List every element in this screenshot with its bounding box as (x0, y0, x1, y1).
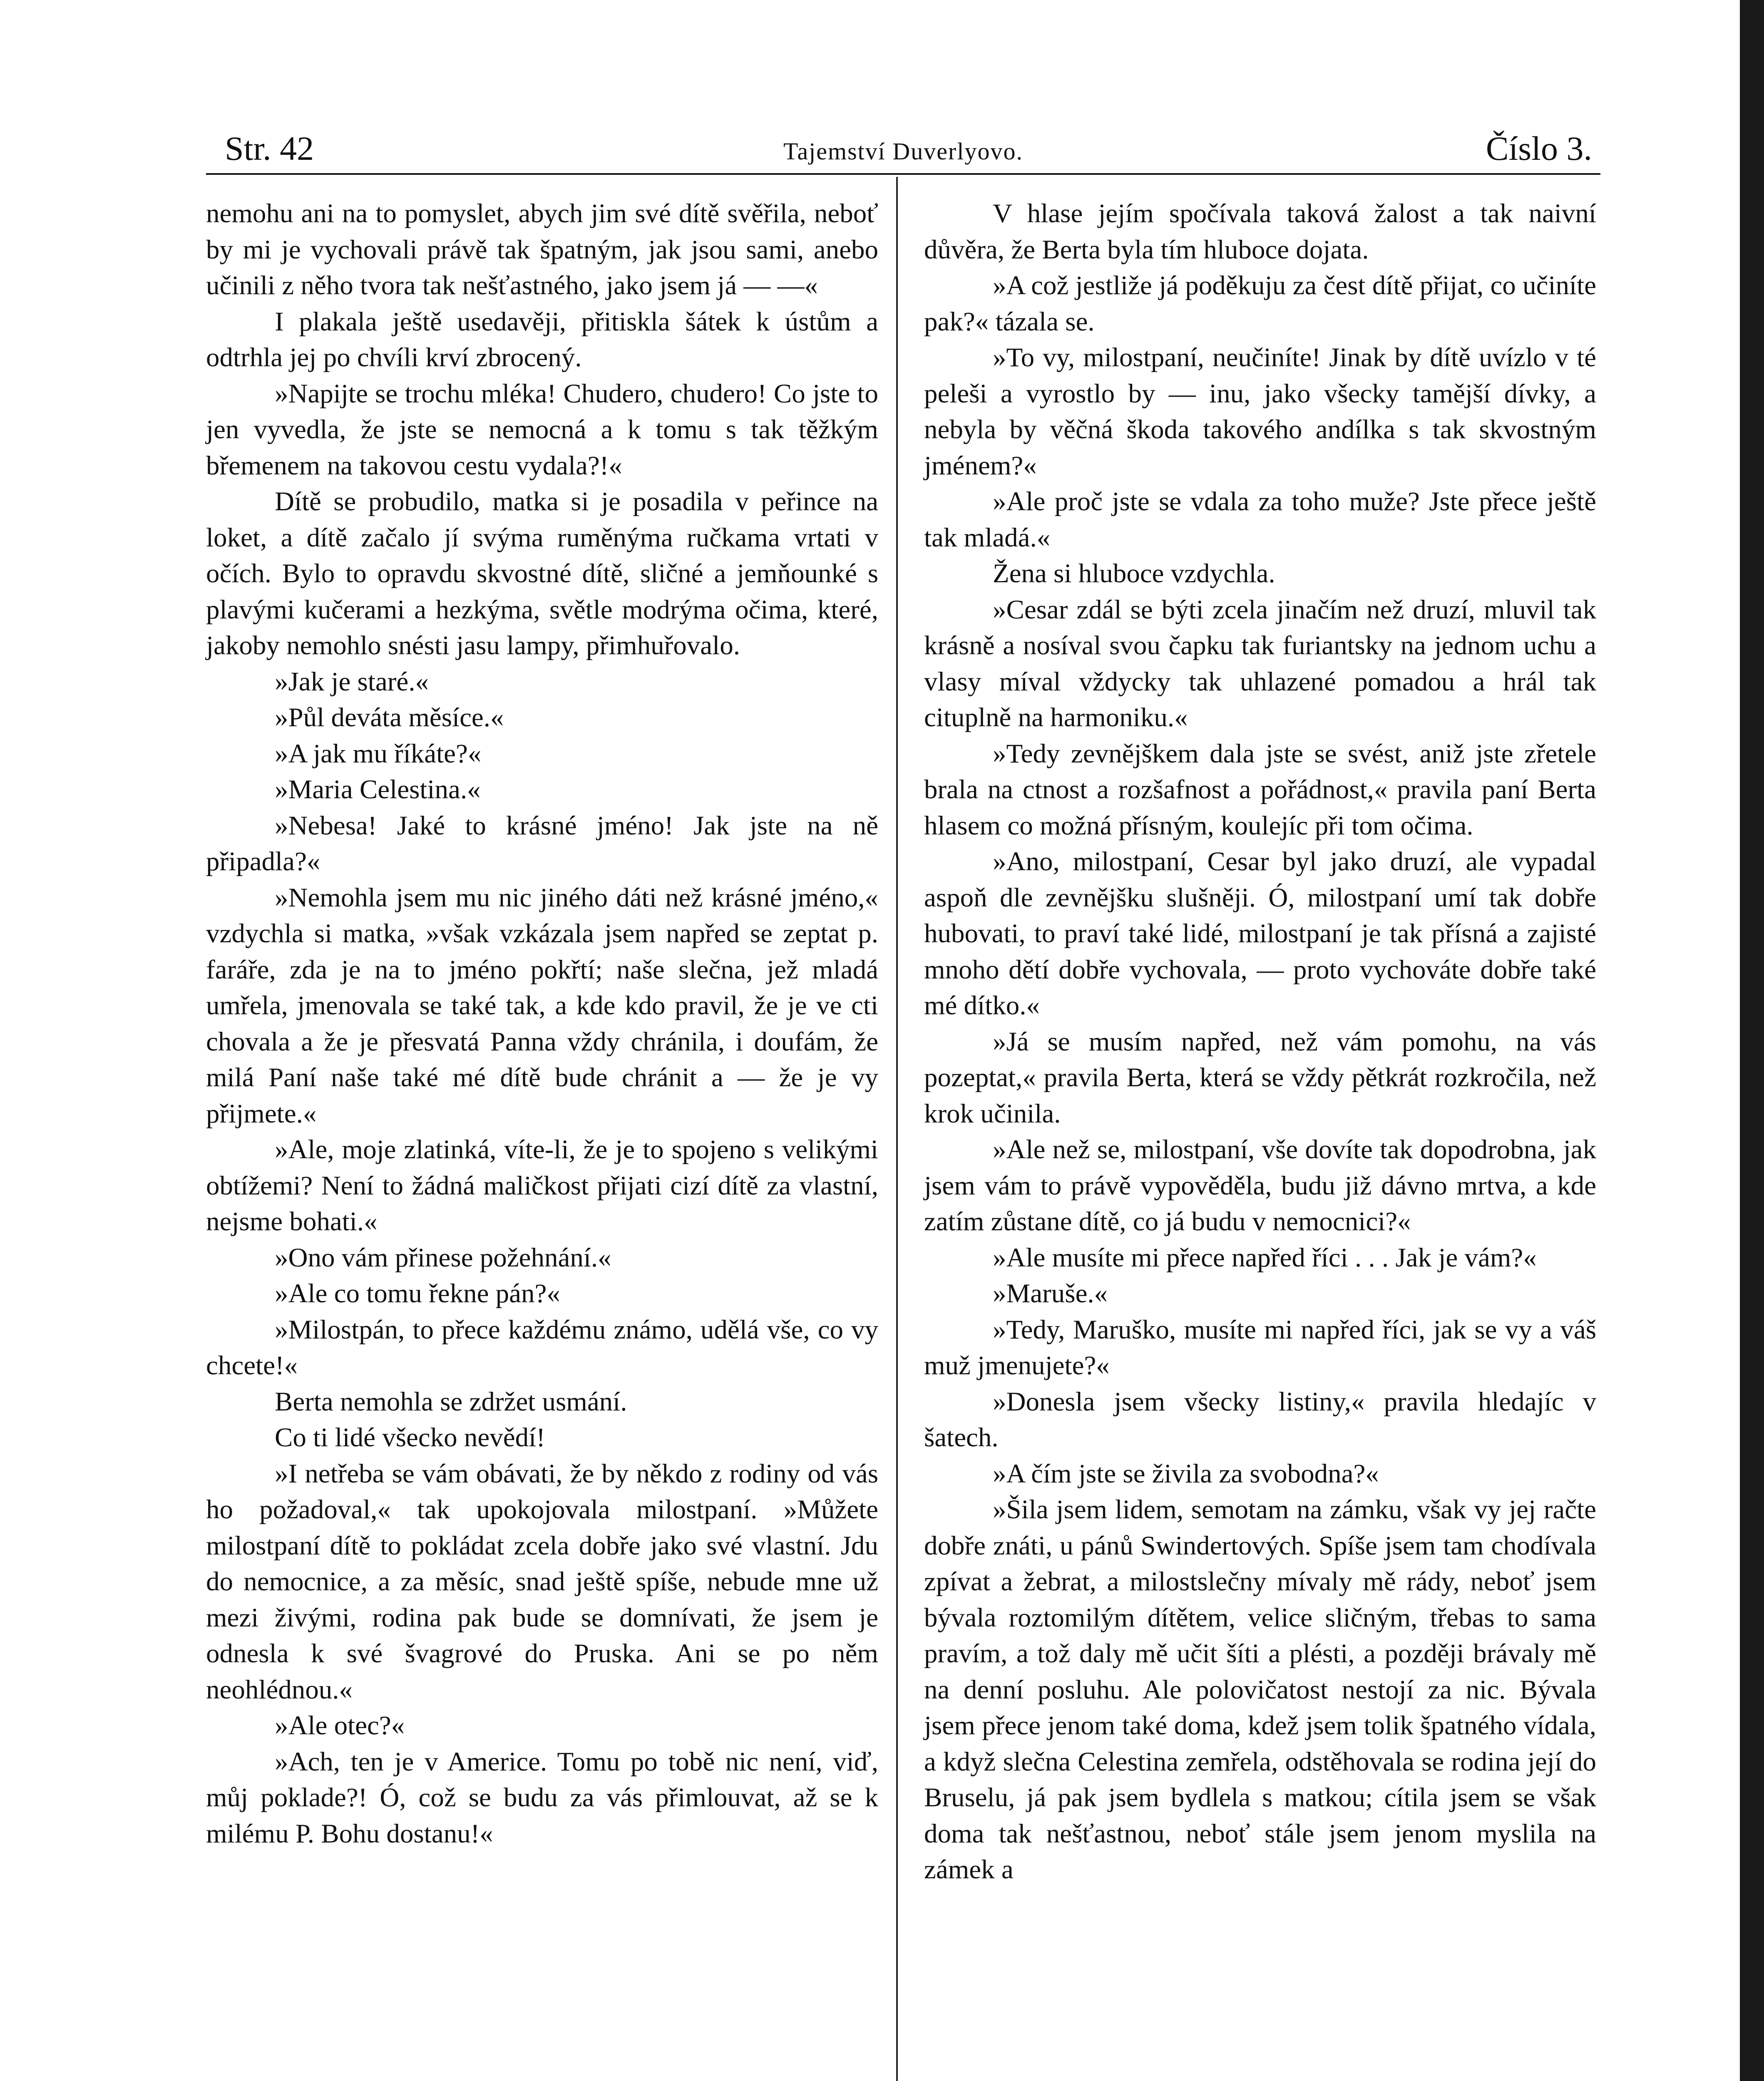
paragraph: »Nebesa! Jaké to krásné jméno! Jak jste na ně připadla?« (206, 810, 878, 877)
paragraph: Žena si hluboce vzdychla. (993, 559, 1275, 589)
paragraph: »Cesar zdál se býti zcela jinačím než druzí, mluvil tak krásně a nosíval svou čapku tak furiantsky na jednom uchu a vlasy míval vždycky tak uhlazené pomadou a hrál tak cituplně na harmoniku.« (924, 594, 1596, 733)
paragraph: »Ale než se, milostpaní, vše dovíte tak dopodrobna, jak jsem vám to právě vypověděla, budu již dávno mrtva, a kde zatím zůstane dítě, co já budu v nemocnici?« (924, 1135, 1596, 1237)
paragraph: »Maruše.« (993, 1279, 1108, 1309)
paragraph: »Ale, moje zlatinká, víte-li, že je to spojeno s velikými obtížemi? Není to žádná maličkost přijati cizí dítě za vlastní, nejsme bohati.« (206, 1135, 878, 1237)
paragraph: Dítě se probudilo, matka si je posadila v peřince na loket, a dítě začalo jí svýma ruměnýma ručkama vrtati v očích. Bylo to opravdu skvostné dítě, sličné a jemňounké s plavými kučerami a hezkýma, světle modrýma očima, které, jakoby nemohlo snésti jasu lampy, přimhuřovalo. (206, 487, 878, 661)
paragraph: »Maria Celestina.« (275, 775, 481, 805)
page-header (206, 125, 1600, 171)
paragraph: »Milostpán, to přece každému známo, udělá vše, co vy chcete!« (206, 1314, 878, 1381)
paragraph: »Napijte se trochu mléka! Chudero, chudero! Co jste to jen vyvedla, že jste se nemocná a k tomu s tak těžkým břemenem na takovou cestu vydala?!« (206, 378, 878, 481)
paragraph: »Tedy zevnějškem dala jste se svést, aniž jste zřetele brala na ctnost a rozšafnost a pořádnost,« pravila paní Berta hlasem co možná přísným, koulejíc při tom očima. (924, 738, 1596, 841)
paragraph: »To vy, milostpaní, neučiníte! Jinak by dítě uvízlo v té peleši a vyrostlo by — inu, jako všecky tamější dívky, a nebyla by věčná škoda takového andílka s tak skvostným jménem?« (924, 343, 1596, 481)
paragraph: »A čím jste se živila za svobodna?« (993, 1458, 1379, 1489)
paragraph: »Ale proč jste se vdala za toho muže? Jste přece ještě tak mladá.« (924, 487, 1596, 553)
paragraph: nemohu ani na to pomyslet, abych jim své dítě svěřila, neboť by mi je vychovali právě tak špatným, jak jsou sami, anebo učinili z něho tvora tak nešťastného, jako jsem já — —« (206, 199, 878, 300)
column-divider (896, 177, 898, 2081)
left-column (206, 196, 878, 1852)
paragraph: »Donesla jsem všecky listiny,« pravila hledajíc v šatech. (924, 1386, 1596, 1453)
paragraph: »Jak je staré.« (275, 666, 429, 697)
paragraph: Berta nemohla se zdržet usmání. (275, 1386, 627, 1417)
right-column (924, 196, 1596, 1888)
paragraph: »Ach, ten je v Americe. Tomu po tobě nic není, viď, můj poklade?! Ó, což se budu za vás přimlouvat, až se k milému P. Bohu dostanu!« (206, 1746, 878, 1849)
paragraph: »Půl deváta měsíce.« (275, 703, 504, 733)
paragraph: »Ale co tomu řekne pán?« (275, 1279, 560, 1309)
paragraph: »Nemohla jsem mu nic jiného dáti než krásné jméno,« vzdychla si matka, »však vzkázala jsem napřed se zeptat p. faráře, zda je na to jméno pokřtí; naše slečna, jež mladá umřela, jmenovala se také tak, a kde kdo pravil, že je ve cti chovala a že je přesvatá Panna vždy chránila, i doufám, že milá Paní naše také mé dítě bude chránit a — že je vy přijmete.« (206, 882, 878, 1129)
issue-number: Číslo 3. (1486, 129, 1592, 167)
paragraph: »I netřeba se vám obávati, že by někdo z rodiny od vás ho požadoval,« tak upokojovala milostpaní. »Můžete milostpaní dítě to pokládat zcela dobře jako své vlastní. Jdu do nemocnice, a za měsíc, snad ještě spíše, nebude mne už mezi živými, rodina pak bude se domnívati, že jsem je odnesla k své švagrové do Pruska. Ani se po něm neohlédnou.« (206, 1458, 878, 1705)
page-number: Str. 42 (225, 129, 314, 167)
paragraph: »Šila jsem lidem, semotam na zámku, však vy jej račte dobře znáti, u pánů Swindertových. Spíše jsem tam chodívala zpívat a žebrat, a milostslečny mívaly mě rády, neboť jsem bývala roztomilým dítětem, velice sličným, třebas to sama pravím, a tož daly mě učit šíti a plésti, a později brávaly mě na denní posluhu. Ale polovičatost nestojí za nic. Bývala jsem přece jenom také doma, kdež jsem tolik špatného vídala, a když slečna Celestina zemřela, odstěhovala se rodina její do Bruselu, já pak jsem bydlela s matkou; cítila jsem se však doma tak nešťastnou, neboť stále jsem jenom myslila na zámek a (924, 1495, 1596, 1885)
header-rule (206, 173, 1600, 175)
paragraph: I plakala ještě usedavěji, přitiskla šátek k ústům a odtrhla jej po chvíli krví zbrocený. (206, 306, 878, 372)
paragraph: »Ale musíte mi přece napřed říci . . . Jak je vám?« (993, 1242, 1537, 1273)
paragraph: »A což jestliže já poděkuju za čest dítě přijat, co učiníte pak?« tázala se. (924, 271, 1596, 337)
paragraph: »Ale otec?« (275, 1711, 405, 1741)
paragraph: »Tedy, Maruško, musíte mi napřed říci, jak se vy a váš muž jmenujete?« (924, 1314, 1596, 1381)
paragraph: »Já se musím napřed, než vám pomohu, na vás pozeptat,« pravila Berta, která se vždy pětkrát rozkročila, než krok učinila. (924, 1026, 1596, 1129)
paragraph: »Ano, milostpaní, Cesar byl jako druzí, ale vypadal aspoň dle zevnějšku slušněji. Ó, milostpaní umí tak dobře hubovati, to praví také lidé, milostpaní je tak přísná a zajisté mnoho dětí dobře vychovala, — proto vychováte dobře také mé dítko.« (924, 847, 1596, 1021)
paragraph: V hlase jejím spočívala taková žalost a tak naivní důvěra, že Berta byla tím hluboce dojata. (924, 199, 1596, 265)
paragraph: Co ti lidé všecko nevědí! (275, 1423, 545, 1453)
running-title: Tajemství Duverlyovo. (783, 138, 1023, 165)
scan-edge-right (1740, 0, 1764, 2081)
paragraph: »A jak mu říkáte?« (275, 738, 482, 769)
paragraph: »Ono vám přinese požehnání.« (275, 1242, 611, 1273)
